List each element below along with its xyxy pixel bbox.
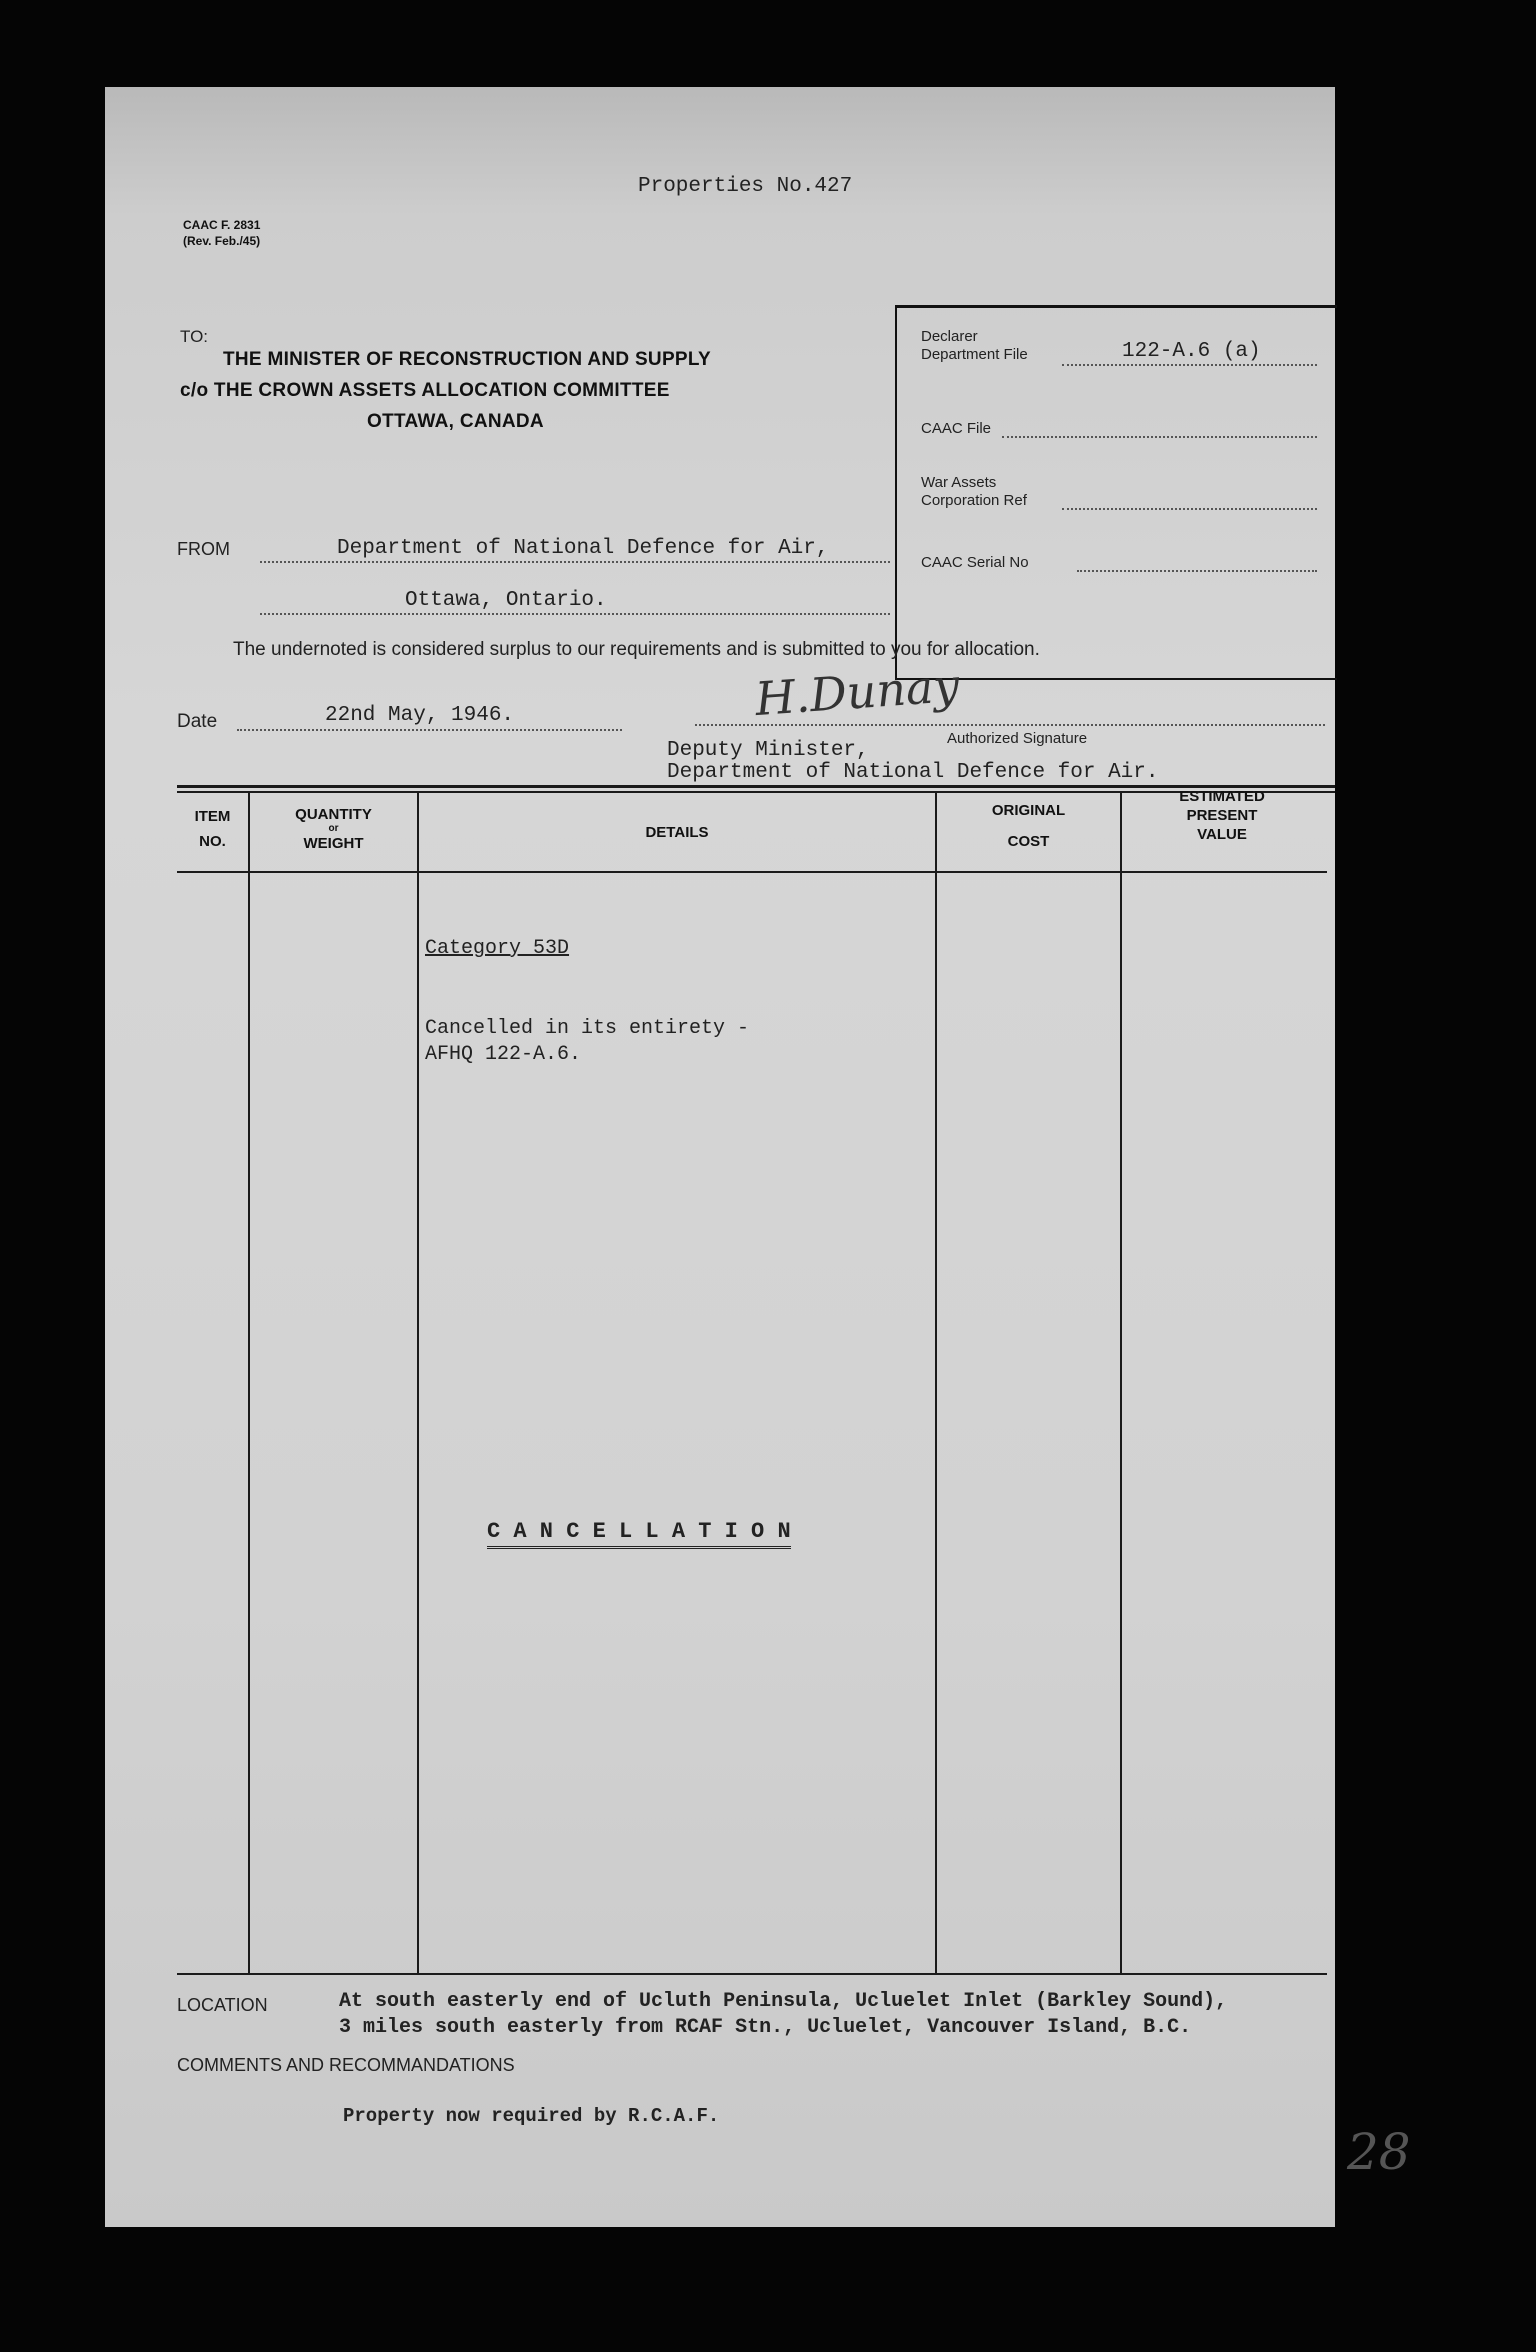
addressee-line2: c/o THE CROWN ASSETS ALLOCATION COMMITTEE [180,380,670,401]
corporation-ref-field [1062,492,1317,510]
surplus-statement: The undernoted is considered surplus to our requirements and is submitted to you for allocation. [233,639,1040,660]
department-file-value: 122-A.6 (a) [1122,340,1261,363]
department-file-field [1062,340,1317,366]
header-quantity-line3: WEIGHT [303,835,364,852]
properties-number: Properties No.427 [638,175,853,198]
handwritten-signature: H.Dunay [753,657,961,727]
header-value-line3: VALUE [1197,826,1247,843]
header-value-line2: PRESENT [1186,807,1258,824]
form-code-line1: CAAC F. 2831 [183,218,261,232]
header-value-line1: ESTIMATED [1179,788,1265,805]
table-header-rule [177,871,1327,873]
column-divider-4 [1120,792,1122,1975]
category-label: Category 53D [425,937,570,960]
form-code-line2: (Rev. Feb./45) [183,234,261,248]
authorized-signature-label: Authorized Signature [947,730,1088,747]
addressee-line3: OTTAWA, CANADA [367,411,544,432]
header-item-line1: ITEM [194,808,231,825]
header-details: DETAILS [645,824,709,841]
from-label: FROM [177,539,230,559]
caac-serial-field [1077,554,1317,572]
header-item-no [177,807,248,851]
caac-serial-label: CAAC Serial No [921,554,1029,571]
location-label: LOCATION [177,1995,268,2015]
header-quantity [250,805,417,853]
date-label: Date [177,711,218,732]
cancellation-stamp: C A N C E L L A T I O N [487,1519,791,1549]
comments-value: Property now required by R.C.A.F. [343,2105,720,2127]
to-label: TO: [180,327,209,346]
signer-title1: Deputy Minister, [667,739,869,762]
document-page [105,87,1411,2227]
header-cost-line2: COST [1007,833,1050,850]
declarer-label: Declarer [921,328,978,345]
signer-title2: Department of National Defence for Air. [667,761,1159,784]
department-file-label: Department File [921,346,1028,363]
detail-line1: Cancelled in its entirety - [425,1017,750,1040]
war-assets-label: War Assets [921,474,997,491]
header-quantity-line2: or [328,823,339,834]
header-item-line2: NO. [199,833,226,850]
addressee-line1: THE MINISTER OF RECONSTRUCTION AND SUPPLY [223,349,712,370]
detail-line2: AFHQ 122-A.6. [425,1043,582,1066]
column-divider-3 [935,792,937,1975]
from-line2: Ottawa, Ontario. [405,589,607,612]
location-line1: At south easterly end of Ucluth Peninsula, Ucluelet Inlet (Barkley Sound), [339,1990,1228,2013]
table-bottom-rule [177,1973,1327,1975]
handwritten-page-number: 28 [1347,2123,1411,2181]
date-value: 22nd May, 1946. [325,704,515,727]
column-divider-2 [417,792,419,1975]
header-estimated-value [1122,787,1322,844]
column-divider-1 [248,792,250,1975]
from-line1: Department of National Defence for Air, [337,537,829,560]
header-cost-line1: ORIGINAL [991,802,1066,819]
file-reference-box [895,305,1337,680]
corporation-ref-label: Corporation Ref [921,492,1027,509]
location-line2: 3 miles south easterly from RCAF Stn., Ucluelet, Vancouver Island, B.C. [339,2016,1192,2039]
header-quantity-line1: QUANTITY [295,806,372,823]
caac-file-field [1002,420,1317,438]
header-original-cost [937,801,1120,851]
comments-label: COMMENTS AND RECOMMANDATIONS [177,2055,515,2075]
caac-file-label: CAAC File [921,420,992,437]
